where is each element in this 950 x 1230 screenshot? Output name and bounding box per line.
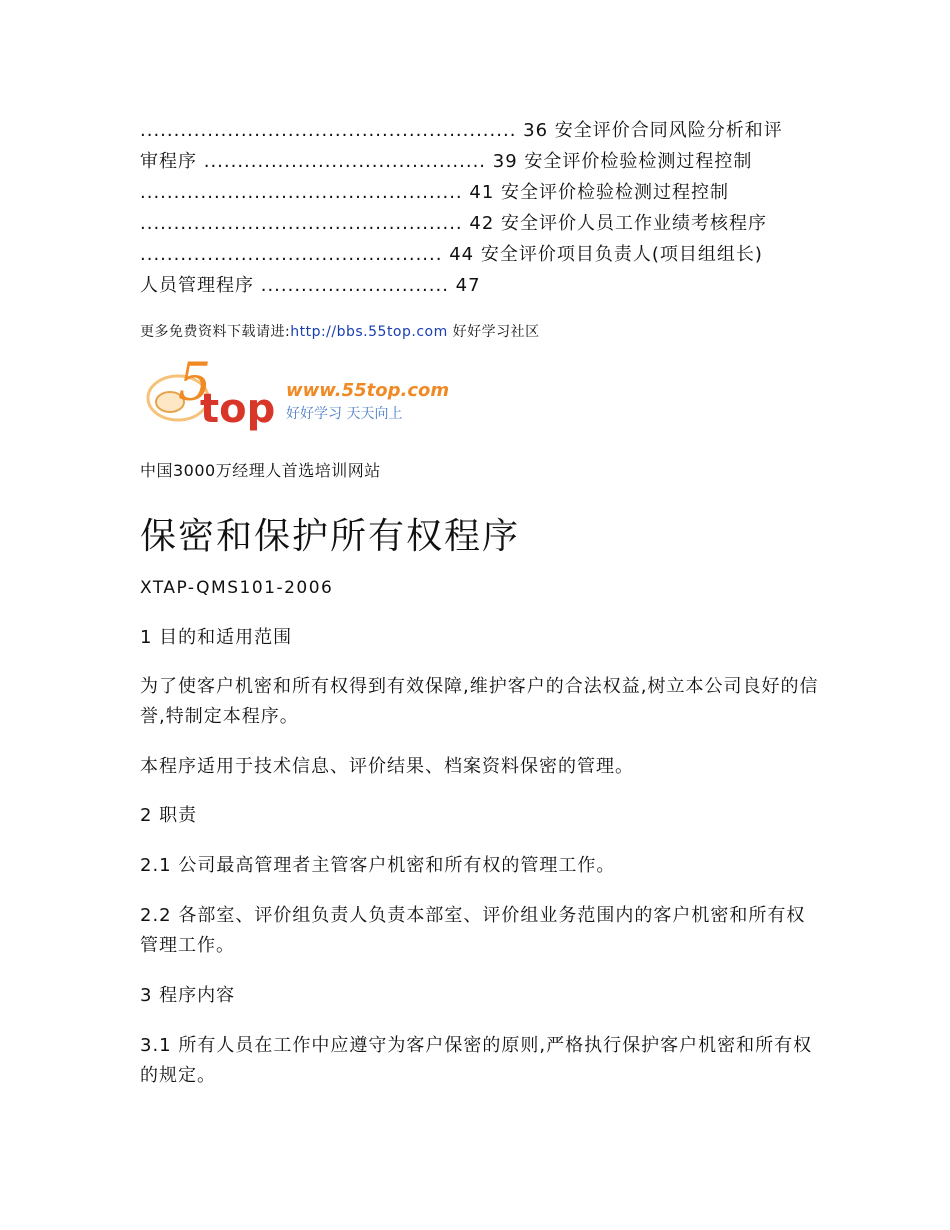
toc-line[interactable]: ................................................ 42 安全评价人员工作业绩考核程序 <box>140 213 767 234</box>
document-title: 保密和保护所有权程序 <box>140 516 521 557</box>
section-heading: 1 目的和适用范围 <box>140 627 293 648</box>
table-of-contents <box>140 115 820 301</box>
toc-line[interactable]: 人员管理程序 ............................ 47 <box>140 275 481 296</box>
promo-link[interactable]: http://bbs.55top.com <box>290 324 448 340</box>
promo-prefix: 更多免费资料下载请进: <box>140 324 291 340</box>
document-code: XTAP-QMS101-2006 <box>140 578 334 598</box>
section-heading: 2 职责 <box>140 805 198 826</box>
paragraph: 2.1 公司最高管理者主管客户机密和所有权的管理工作。 <box>140 855 616 876</box>
promo-line <box>140 321 540 341</box>
paragraph: 为了使客户机密和所有权得到有效保障,维护客户的合法权益,树立本公司良好的信誉,特制定本程序。 <box>140 676 819 727</box>
logo-five: 5 <box>178 356 212 413</box>
toc-line[interactable]: ............................................. 44 安全评价项目负责人(项目组组长) <box>140 244 763 265</box>
section-heading: 3 程序内容 <box>140 985 236 1006</box>
paragraph: 3.1 所有人员在工作中应遵守为客户保密的原则,严格执行保护客户机密和所有权的规定。 <box>140 1035 813 1086</box>
logo-top-word: top <box>200 386 276 432</box>
toc-line[interactable]: ................................................ 41 安全评价检验检测过程控制 <box>140 182 729 203</box>
toc-line[interactable]: ........................................................ 36 安全评价合同风险分析和评 <box>140 120 783 141</box>
logo-graphic <box>140 356 450 436</box>
logo-slogan: 好好学习 天天向上 <box>286 406 403 422</box>
tagline: 中国3000万经理人首选培训网站 <box>140 461 381 480</box>
paragraph: 2.2 各部室、评价组负责人负责本部室、评价组业务范围内的客户机密和所有权管理工作。 <box>140 905 806 956</box>
site-logo[interactable] <box>140 356 450 436</box>
paragraph: 本程序适用于技术信息、评价结果、档案资料保密的管理。 <box>140 756 634 777</box>
logo-url: www.55top.com <box>286 380 450 401</box>
promo-suffix: 好好学习社区 <box>447 324 540 340</box>
toc-line[interactable]: 审程序 .......................................... 39 安全评价检验检测过程控制 <box>140 151 753 172</box>
